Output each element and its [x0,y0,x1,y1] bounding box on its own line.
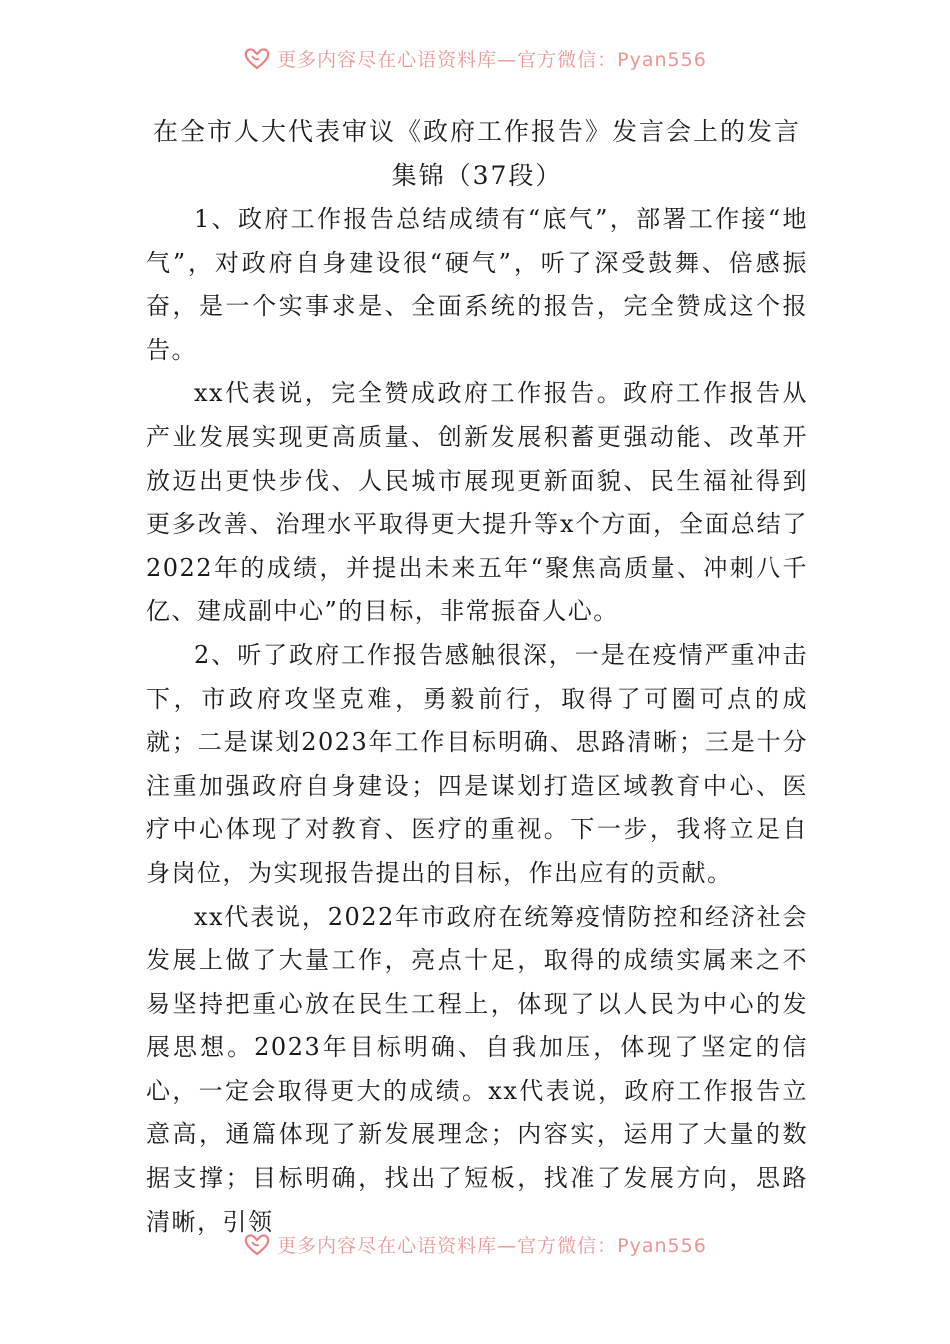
heart-logo-icon [243,44,271,72]
watermark-banner-top [0,40,950,76]
paragraph-2: xx代表说，完全赞成政府工作报告。政府工作报告从产业发展实现更高质量、创新发展积蓄更强动能、改革开放迈出更快步伐、人民城市展现更新面貌、民生福祉得到更多改善、治理水平取得更大提升等x个方面，全面总结了2022年的成绩，并提出未来五年“聚焦高质量、冲刺八千亿、建成副中心”的目标，非常振奋人心。 [146,379,808,626]
paragraph-3: 2、听了政府工作报告感触很深，一是在疫情严重冲击下，市政府攻坚克难，勇毅前行，取得了可圈可点的成就；二是谋划2023年工作目标明确、思路清晰；三是十分注重加强政府自身建设；四是谋划打造区域教育中心、医疗中心体现了对教育、医疗的重视。下一步，我将立足自身岗位，为实现报告提出的目标，作出应有的贡献。 [146,640,808,887]
watermark-text: 更多内容尽在心语资料库—官方微信：Pyan556 [277,48,707,71]
watermark-banner-bottom [0,1226,950,1262]
document-body [146,110,808,1244]
paragraph-1: 1、政府工作报告总结成绩有“底气”，部署工作接“地气”，对政府自身建设很“硬气”，听了深受鼓舞、倍感振奋，是一个实事求是、全面系统的报告，完全赞成这个报告。 [146,205,808,364]
heart-logo-icon [243,1230,271,1258]
document-title: 在全市人大代表审议《政府工作报告》发言会上的发言集锦（37段） [152,117,801,190]
watermark-text: 更多内容尽在心语资料库—官方微信：Pyan556 [277,1234,707,1257]
paragraph-4: xx代表说，2022年市政府在统筹疫情防控和经济社会发展上做了大量工作，亮点十足，取得的成绩实属来之不易坚持把重心放在民生工程上，体现了以人民为中心的发展思想。2023年目标明确、自我加压，体现了坚定的信心，一定会取得更大的成绩。xx代表说，政府工作报告立意高，通篇体现了新发展理念；内容实，运用了大量的数据支撑；目标明确，找出了短板，找准了发展方向，思路清晰，引领 [146,902,808,1236]
